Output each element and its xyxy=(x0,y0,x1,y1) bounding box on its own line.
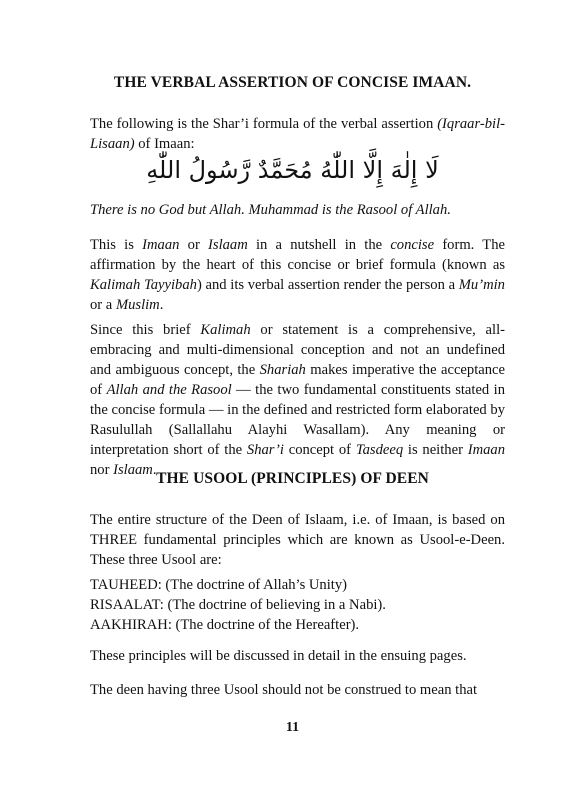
intro-text-2: of Imaan: xyxy=(134,136,195,152)
kalimah-text-7: nor xyxy=(90,462,114,478)
kalimah-text-3: makes imperative the acceptance of xyxy=(90,362,505,398)
kalimah-translation: There is no God but Allah. Muhammad is the Rasool of Allah. xyxy=(90,202,451,218)
intro-term-iqraar: (Iqraar-bil-Lisaan) xyxy=(90,116,505,152)
term-kalimah: Kalimah xyxy=(200,322,251,338)
kalimah-paragraph xyxy=(90,320,505,480)
term-muslim: Muslim xyxy=(115,297,160,313)
principle-risaalat: RISAALAT: (The doctrine of believing in a Nabi). xyxy=(90,597,386,613)
term-shariah: Shariah xyxy=(259,362,306,378)
term-islaam-2: Islaam xyxy=(113,462,153,478)
principles-list xyxy=(90,575,505,635)
nutshell-text-6: or a xyxy=(90,297,116,313)
section-heading-verbal-assertion: THE VERBAL ASSERTION OF CONCISE IMAAN. xyxy=(113,74,472,91)
term-imaan: Imaan xyxy=(142,237,180,253)
page-number: 11 xyxy=(285,720,300,735)
nutshell-text-3: in a nutshell in the xyxy=(247,237,391,253)
kalimah-text-6: is neither xyxy=(403,442,468,458)
kalimah-text-5: concept of xyxy=(283,442,356,458)
principle-tauheed: TAUHEED: (The doctrine of Allah’s Unity) xyxy=(90,577,347,593)
principle-aakhirah: AAKHIRAH: (The doctrine of the Hereafter). xyxy=(90,617,360,633)
structure-paragraph: The entire structure of the Deen of Islaam, i.e. of Imaan, is based on THREE fundamental principles which are known as Usool-e-Deen. These three Usool are: xyxy=(90,512,505,568)
section-heading-usool: THE USOOL (PRINCIPLES) OF DEEN xyxy=(156,470,429,487)
kalimah-text-2: or statement is a comprehensive, all-embracing and multi-dimensional conception and not an undefined and ambiguous concept, the xyxy=(90,322,505,378)
nutshell-text-7: . xyxy=(159,297,164,313)
term-shari: Shar’i xyxy=(246,442,284,458)
term-islaam: Islaam xyxy=(208,237,248,253)
term-tasdeeq: Tasdeeq xyxy=(355,442,404,458)
nutshell-text-1: This is xyxy=(90,237,143,253)
deen-note: The deen having three Usool should not be construed to mean that xyxy=(90,682,478,698)
nutshell-paragraph xyxy=(90,235,505,315)
nutshell-text-5: ) and its verbal assertion render the person a xyxy=(196,277,459,293)
arabic-kalimah: لَا إِلٰهَ إِلَّا اللّٰهُ مُحَمَّدٌ رَّسُولُ اللّٰهِ xyxy=(146,156,439,184)
intro-text-1: The following is the Shar’i formula of the verbal assertion xyxy=(90,116,438,132)
kalimah-text-1: Since this brief xyxy=(90,322,201,338)
term-allah-and-rasool: Allah and the Rasool xyxy=(106,382,232,398)
kalimah-text-4: — the two fundamental constituents stated in the concise formula — in the defined and restricted form elaborated by Rasulullah (Sallallahu Alayhi Wasallam). Any meaning or interpretation short of the xyxy=(90,382,506,458)
principles-note: These principles will be discussed in detail in the ensuing pages. xyxy=(90,648,467,664)
nutshell-text-4: form. The affirmation by the heart of this concise or brief formula (known as xyxy=(90,237,505,273)
term-mumin: Mu’min xyxy=(458,277,505,293)
term-kalimah-tayyibah: Kalimah Tayyibah xyxy=(90,277,197,293)
intro-paragraph xyxy=(90,114,505,154)
kalimah-text-8: . xyxy=(152,462,157,478)
term-imaan-2: Imaan xyxy=(467,442,506,458)
nutshell-text-2: or xyxy=(179,237,209,253)
term-concise: concise xyxy=(390,237,435,253)
